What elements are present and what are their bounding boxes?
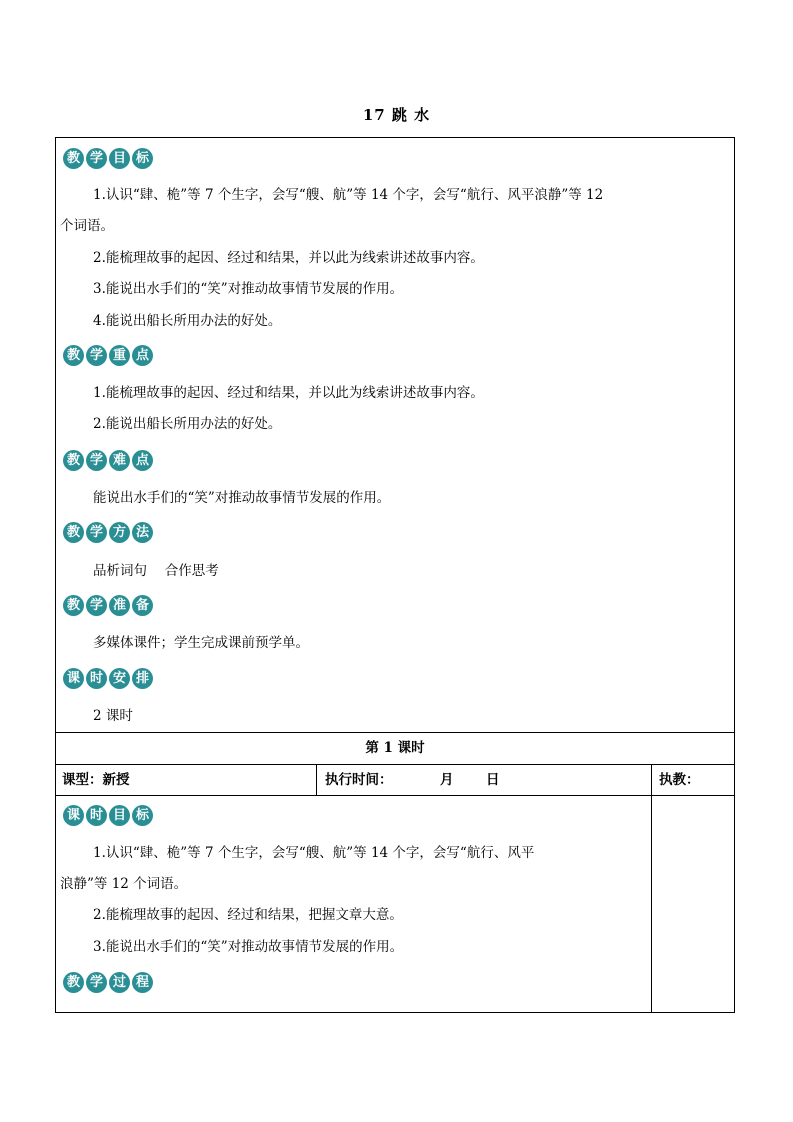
lesson-goal-item: 1.认识“肆、桅”等 7 个生字，会写“艘、航”等 14 个字，会写“航行、风平: [93, 845, 535, 861]
row-divider: [55, 732, 735, 733]
teaching-goal-item: 1.认识“肆、桅”等 7 个生字，会写“艘、航”等 14 个字，会写“航行、风平浪静”等 12: [93, 187, 604, 203]
row-divider: [55, 764, 735, 765]
teaching-goal-item: 4.能说出船长所用办法的好处。: [93, 313, 282, 329]
execution-time-label: 执行时间：: [325, 772, 393, 788]
lesson-type-label: 课型：新授: [62, 772, 130, 788]
page-title: 17 跳 水: [362, 106, 431, 124]
teaching-goal-item: 3.能说出水手们的“笑”对推动故事情节发展的作用。: [93, 281, 404, 297]
key-point-item: 2.能说出船长所用办法的好处。: [93, 416, 282, 432]
column-divider: [651, 764, 652, 1013]
preparation-item: 多媒体课件；学生完成课前预学单。: [93, 635, 309, 651]
lesson-goal-item: 3.能说出水手们的“笑”对推动故事情节发展的作用。: [93, 939, 404, 955]
difficulties-badge: 教 学 难 点: [63, 450, 153, 471]
schedule-badge: 课 时 安 排: [63, 668, 153, 689]
methods-badge: 教 学 方 法: [63, 522, 153, 543]
difficulty-item: 能说出水手们的“笑”对推动故事情节发展的作用。: [93, 490, 391, 506]
day-label: 日: [486, 772, 500, 788]
process-badge: 教 学 过 程: [63, 972, 153, 993]
schedule-item: 2 课时: [93, 708, 133, 724]
lesson-goal-item: 2.能梳理故事的起因、经过和结果，把握文章大意。: [93, 907, 403, 923]
lesson-heading: 第 1 课时: [365, 740, 425, 756]
method-item: 品析词句 合作思考: [93, 563, 219, 579]
preparation-badge: 教 学 准 备: [63, 595, 153, 616]
lesson-goals-badge: 课 时 目 标: [63, 805, 153, 826]
row-divider: [55, 795, 735, 796]
key-point-item: 1.能梳理故事的起因、经过和结果，并以此为线索讲述故事内容。: [93, 385, 484, 401]
teaching-goal-item: 2.能梳理故事的起因、经过和结果，并以此为线索讲述故事内容。: [93, 250, 484, 266]
month-label: 月: [440, 772, 454, 788]
key-points-badge: 教 学 重 点: [63, 345, 153, 366]
teaching-goals-badge: 教 学 目 标: [63, 148, 153, 169]
teacher-label: 执教：: [659, 772, 700, 788]
column-divider: [316, 764, 317, 795]
lesson-goal-item: 浪静”等 12 个词语。: [60, 876, 188, 892]
teaching-goal-item: 个词语。: [60, 218, 114, 234]
